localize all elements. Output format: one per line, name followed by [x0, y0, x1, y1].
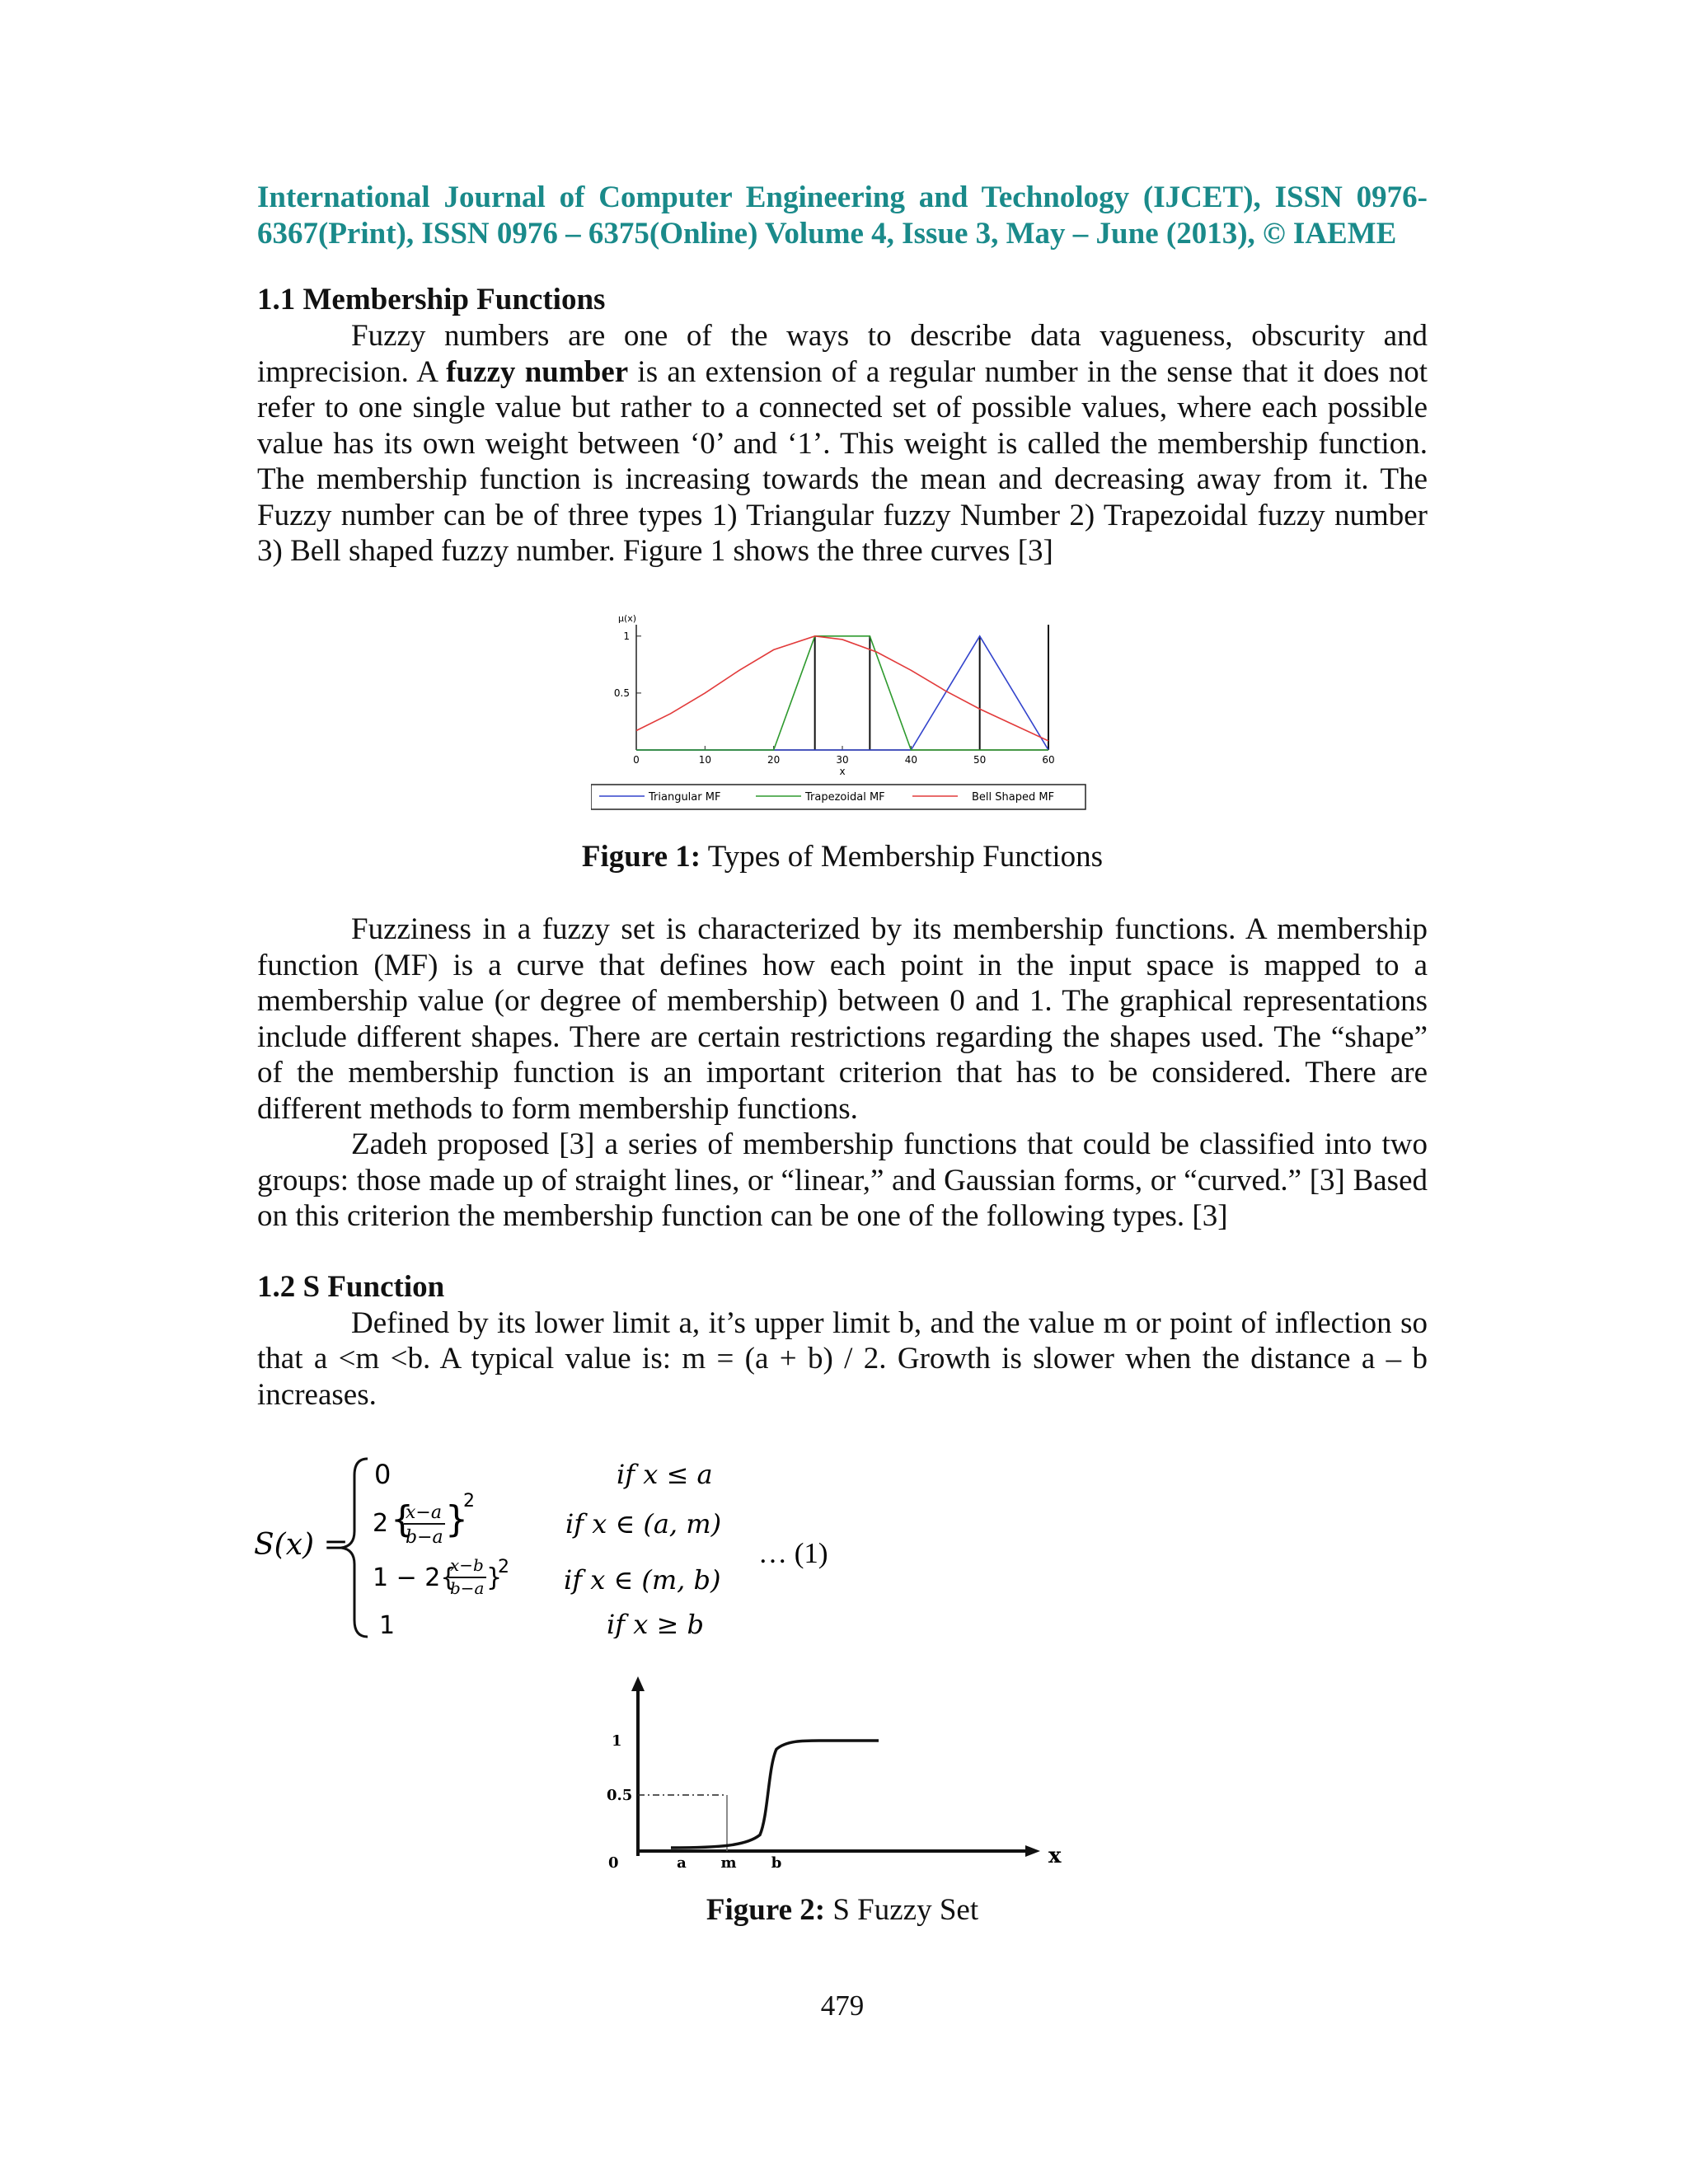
paper-page [254, 180, 1428, 2022]
equation-1 [254, 1441, 930, 1638]
case-2-coefficient: 2 [373, 1509, 389, 1538]
x-tick-label: a [677, 1854, 687, 1872]
x-axis-label: x [839, 766, 846, 777]
x-tick-label: 50 [973, 754, 987, 766]
y-tick-label-05: 0.5 [607, 1787, 633, 1804]
case-3-prefix: 1 − 2{ [373, 1563, 457, 1592]
paragraph-fuzzy-number [257, 318, 1428, 569]
paragraph-text: is an extension of a regular number in the sense that it does not refer to one single value but rather to a connected set of possible values, where each possible value has its own weight between ‘0’ and ‘1’. This weight is called the membership function. The membership function is increasing towards the mean and decreasing away from it. The Fuzzy number can be of three types 1) Triangular fuzzy Number 2) Trapezoidal fuzzy number 3) Bell shaped fuzzy number. Figure 1 shows the three curves [3] [257, 354, 1428, 568]
s-fuzzy-set-chart [603, 1663, 1345, 1894]
x-axis-label: x [1048, 1844, 1062, 1868]
x-tick-label: 20 [767, 754, 781, 766]
case-1-value: 0 [374, 1459, 392, 1490]
paragraph-zadeh: Zadeh proposed [3] a series of membership functions that could be classified into two groups: those made up of straight lines, or “linear,” and Gaussian forms, or “curved.” [3] Based on this criterion the membership function can be one of the following types. [3] [257, 1127, 1428, 1233]
y-tick-label: 1 [623, 630, 630, 642]
x-axis-arrow [1025, 1845, 1040, 1857]
journal-header-line1: International Journal of Computer Engineering and Technology (IJCET), ISSN 0976- [257, 180, 1428, 214]
journal-header-line2: 6367(Print), ISSN 0976 – 6375(Online) Volume 4, Issue 3, May – June (2013), © IAEME [257, 217, 1397, 251]
origin-label: 0 [608, 1854, 619, 1872]
y-tick-label-1: 1 [612, 1732, 622, 1750]
case-2-denominator: b−a [406, 1527, 443, 1548]
figure-1-caption-text: Types of Membership Functions [701, 840, 1104, 874]
x-tick-label: 0 [633, 754, 640, 766]
paragraph-s-function: Defined by its lower limit a, it’s upper limit b, and the value m or point of inflection so that a <m <b. A typical value is: m = (a + b) / 2. Growth is slower when the distance a – b increases. [257, 1305, 1428, 1412]
legend-label: Trapezoidal MF [805, 791, 885, 804]
x-tick-label: m [720, 1854, 737, 1872]
case-3-condition: if x ∈ (m, b) [564, 1564, 721, 1596]
section-title-membership: 1.1 Membership Functions [257, 283, 606, 316]
x-tick-label: b [771, 1854, 782, 1872]
x-tick-label: 60 [1042, 754, 1055, 766]
case-4-condition: if x ≥ b [607, 1609, 704, 1638]
x-tick-label: 30 [836, 754, 849, 766]
equation-lhs: S(x) = [254, 1528, 349, 1562]
s-curve [671, 1741, 879, 1848]
case-2-exponent: 2 [463, 1491, 475, 1511]
series-line-3 [636, 636, 1048, 741]
case-2-condition: if x ∈ (a, m) [565, 1508, 722, 1540]
section-title-s-function: 1.2 S Function [257, 1269, 445, 1304]
figure-2-caption [257, 1892, 1428, 1929]
journal-header [257, 180, 1428, 252]
page-number: 479 [820, 1990, 865, 2022]
figure-2-chart [603, 1663, 1345, 1894]
paragraph-text: Fuzzy numbers are one of the ways to describe data vagueness, obscurity and imprecision. A [257, 319, 1428, 389]
case-2-numerator: x−a [406, 1502, 442, 1523]
case-3-denominator: b−a [450, 1578, 485, 1598]
x-tick-label: 40 [904, 754, 917, 766]
equation-number: … (1) [758, 1537, 828, 1569]
y-axis-arrow [631, 1676, 645, 1691]
case-2-brace-left: { [391, 1498, 414, 1540]
legend-label: Triangular MF [649, 791, 721, 804]
case-3-exponent: 2 [498, 1557, 509, 1577]
body-block-2 [257, 912, 1428, 1413]
left-brace [341, 1459, 368, 1637]
case-4-value: 1 [379, 1611, 396, 1638]
figure-1-label: Figure 1: [581, 840, 701, 874]
series-line-2 [636, 636, 1048, 750]
membership-functions-chart [591, 608, 1151, 831]
case-2-brace-right: } [445, 1498, 468, 1540]
paragraph-fuzziness: Fuzziness in a fuzzy set is characterized by its membership functions. A membership function (MF) is a curve that defines how each point in the input space is mapped to a membership value (or degree of membership) between 0 and 1. The graphical representations include different shapes. There are certain restrictions regarding the shapes used. The “shape” of the membership function is an important criterion that has to be considered. There are different methods to form membership functions. [257, 912, 1428, 1126]
y-axis-label: μ(x) [618, 613, 637, 624]
bold-term: fuzzy number [446, 354, 629, 389]
equation-svg [254, 1441, 930, 1638]
case-3-suffix: } [486, 1563, 503, 1592]
figure-2-caption-text: S Fuzzy Set [825, 1893, 979, 1927]
y-tick-label: 0.5 [613, 687, 630, 699]
figure-2-label: Figure 2: [706, 1893, 826, 1927]
series-line-1 [636, 636, 1048, 750]
x-tick-label: 10 [698, 754, 711, 766]
figure-1-caption [257, 839, 1428, 875]
case-3-numerator: x−b [450, 1555, 484, 1575]
case-1-condition: if x ≤ a [617, 1459, 713, 1490]
legend-label: Bell Shaped MF [972, 791, 1055, 804]
